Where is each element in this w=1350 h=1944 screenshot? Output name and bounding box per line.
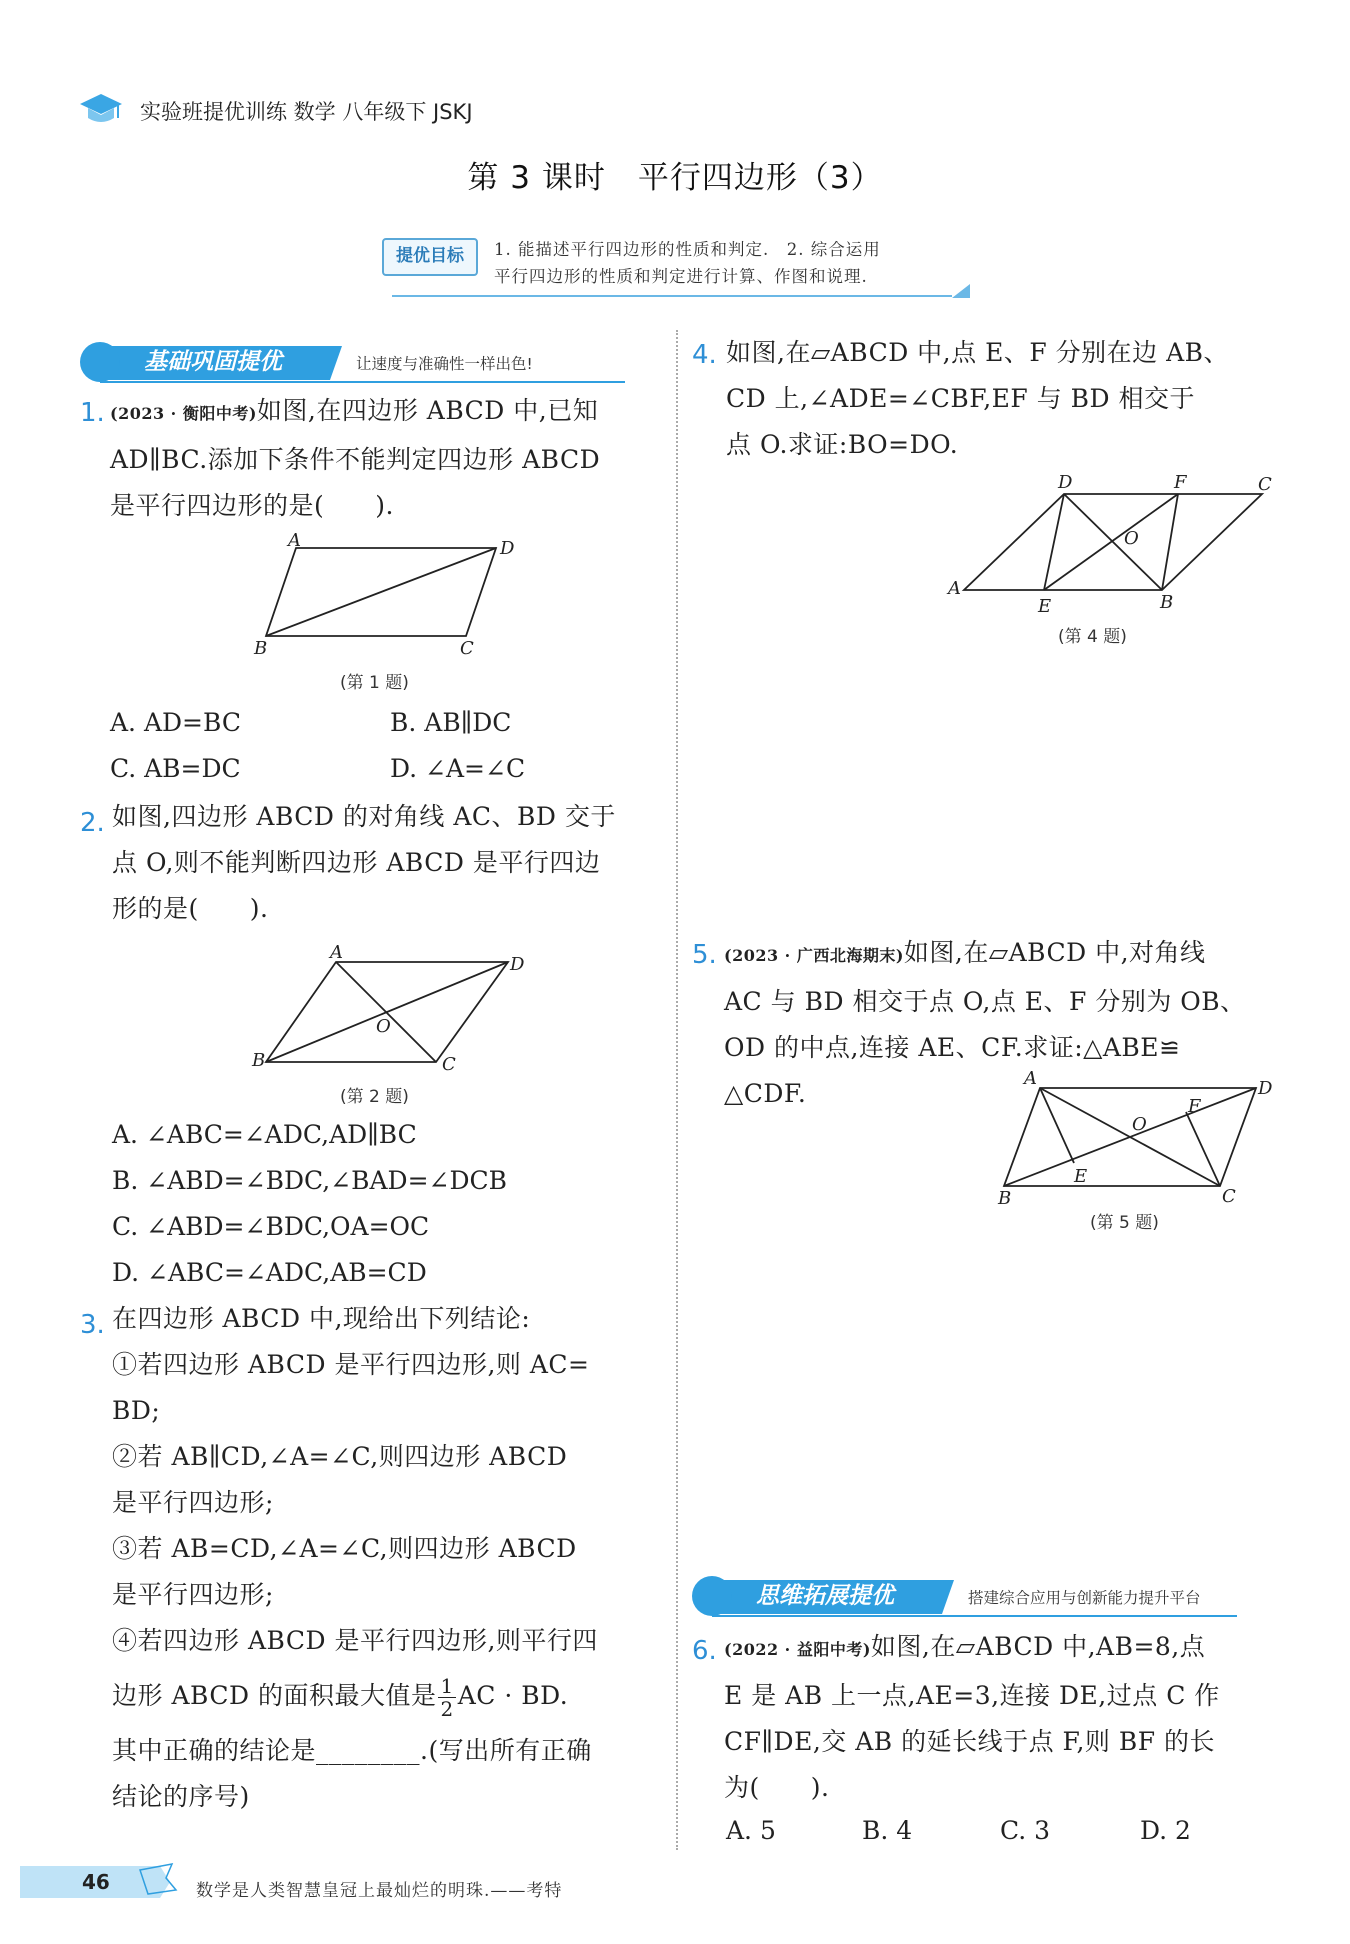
q6-number: 6. — [692, 1636, 717, 1666]
q5-number: 5. — [692, 940, 717, 970]
q1-line-1: 如图,在四边形 ABCD 中,已知 — [256, 396, 599, 425]
q1-option-d[interactable]: D. ∠A=∠C — [390, 754, 526, 783]
q6-line-4: 为( ). — [724, 1773, 830, 1802]
q4-text — [726, 330, 1286, 468]
q3-line-1: 在四边形 ABCD 中,现给出下列结论: — [112, 1304, 531, 1333]
q2-line-1: 如图,四边形 ABCD 的对角线 AC、BD 交于 — [112, 802, 616, 831]
q6-option-d[interactable]: D. 2 — [1140, 1816, 1191, 1845]
q3-statement-4c: AC · BD. — [457, 1681, 569, 1710]
q1-option-a[interactable]: A. AD=BC — [110, 708, 241, 737]
q2-caption: (第 2 题) — [340, 1087, 409, 1107]
section-title-basic: 基础巩固提优 — [144, 349, 282, 375]
q5-line-4: △CDF. — [724, 1079, 807, 1108]
q3-text — [112, 1296, 672, 1820]
q3-fraction-num: 1 — [440, 1674, 454, 1698]
q3-statement-1a: ①若四边形 ABCD 是平行四边形,则 AC= — [112, 1350, 590, 1379]
q1-line-3: 是平行四边形的是( ). — [110, 491, 394, 520]
q3-statement-4a: ④若四边形 ABCD 是平行四边形,则平行四 — [112, 1626, 598, 1655]
book-title: 实验班提优训练 数学 八年级下 JSKJ — [140, 100, 473, 124]
q2-label-d: D — [510, 954, 525, 975]
page-number: 46 — [82, 1870, 110, 1894]
q3-statement-3a: ③若 AB=CD,∠A=∠C,则四边形 ABCD — [112, 1534, 577, 1563]
goal-underline — [392, 282, 974, 302]
q3-statement-2b: 是平行四边形; — [112, 1488, 274, 1517]
q5-line-1: 如图,在▱ABCD 中,对角线 — [903, 938, 1206, 967]
goal-line-2: 平行四边形的性质和判定进行计算、作图和说理. — [494, 267, 868, 286]
q2-label-a: A — [330, 942, 343, 963]
q1-label-b: B — [254, 638, 268, 659]
q2-line-3: 形的是( ). — [112, 894, 269, 923]
q2-number: 2. — [80, 808, 105, 838]
section-title-advanced: 思维拓展提优 — [756, 1583, 894, 1609]
q6-line-1: 如图,在▱ABCD 中,AB=8,点 — [870, 1632, 1206, 1661]
column-divider — [676, 330, 678, 1850]
q4-label-e: E — [1038, 596, 1052, 617]
goal-line-1: 1. 能描述平行四边形的性质和判定. 2. 综合运用 — [494, 240, 881, 259]
q6-text — [724, 1624, 1284, 1811]
q4-label-o: O — [1124, 528, 1139, 549]
q2-option-a[interactable]: A. ∠ABC=∠ADC,AD∥BC — [112, 1120, 417, 1149]
q2-option-c[interactable]: C. ∠ABD=∠BDC,OA=OC — [112, 1212, 430, 1241]
q1-number: 1. — [80, 398, 105, 428]
lesson-title: 第 3 课时 平行四边形（3） — [467, 160, 883, 196]
q1-label-c: C — [460, 638, 474, 659]
q3-fraction — [438, 1675, 455, 1720]
q2-option-b[interactable]: B. ∠ABD=∠BDC,∠BAD=∠DCB — [112, 1166, 508, 1195]
q4-number: 4. — [692, 340, 717, 370]
q5-label-b: B — [998, 1188, 1012, 1208]
q4-label-a: A — [948, 578, 961, 599]
q6-line-3: CF∥DE,交 AB 的延长线于点 F,则 BF 的长 — [724, 1727, 1216, 1756]
q3-answer-prompt[interactable]: 其中正确的结论是________.(写出所有正确 — [112, 1736, 592, 1765]
q3-number: 3. — [80, 1310, 105, 1340]
q2-text — [112, 794, 672, 932]
q4-caption: (第 4 题) — [1058, 627, 1127, 647]
q1-caption: (第 1 题) — [340, 673, 409, 693]
q4-line-3: 点 O.求证:BO=DO. — [726, 430, 959, 459]
graduation-cap-icon — [78, 90, 124, 130]
q5-label-o: O — [1132, 1114, 1147, 1135]
q6-line-2: E 是 AB 上一点,AE=3,连接 DE,过点 C 作 — [724, 1681, 1220, 1710]
q3-statement-2a: ②若 AB∥CD,∠A=∠C,则四边形 ABCD — [112, 1442, 568, 1471]
q2-label-o: O — [376, 1016, 391, 1037]
section-subtitle-basic: 让速度与准确性一样出色! — [356, 355, 533, 373]
q1-figure — [246, 532, 526, 662]
q4-line-2: CD 上,∠ADE=∠CBF,EF 与 BD 相交于 — [726, 384, 1196, 413]
q1-text — [110, 388, 670, 529]
q2-label-c: C — [442, 1054, 456, 1075]
q5-line-3: OD 的中点,连接 AE、CF.求证:△ABE≌ — [724, 1033, 1181, 1062]
q5-caption: (第 5 题) — [1090, 1213, 1159, 1233]
q1-option-b[interactable]: B. AB∥DC — [390, 708, 512, 737]
q1-option-c[interactable]: C. AB=DC — [110, 754, 241, 783]
q6-source: (2022 · 益阳中考) — [724, 1640, 871, 1659]
q6-option-c[interactable]: C. 3 — [1000, 1816, 1051, 1845]
q3-fraction-den: 2 — [440, 1697, 454, 1721]
q4-label-c: C — [1258, 474, 1272, 495]
q3-statement-1b: BD; — [112, 1396, 161, 1425]
footer-quote: 数学是人类智慧皇冠上最灿烂的明珠.——考特 — [196, 1881, 563, 1901]
q4-figure — [940, 470, 1280, 620]
atom-icon — [692, 1576, 732, 1616]
section-subtitle-advanced: 搭建综合应用与创新能力提升平台 — [968, 1589, 1201, 1607]
q2-label-b: B — [252, 1050, 266, 1071]
q1-source: (2023 · 衡阳中考) — [110, 404, 257, 423]
q2-line-2: 点 O,则不能判断四边形 ABCD 是平行四边 — [112, 848, 601, 877]
q1-line-2: AD∥BC.添加下条件不能判定四边形 ABCD — [110, 445, 601, 474]
q6-option-b[interactable]: B. 4 — [862, 1816, 913, 1845]
q1-label-d: D — [500, 538, 515, 559]
q4-label-d: D — [1058, 472, 1073, 493]
q5-line-2: AC 与 BD 相交于点 O,点 E、F 分别为 OB、 — [724, 987, 1246, 1016]
q3-statement-4b: 边形 ABCD 的面积最大值是 — [112, 1681, 437, 1710]
q5-label-a: A — [1024, 1068, 1037, 1089]
target-icon — [80, 342, 120, 382]
q2-figure — [246, 940, 536, 1080]
q5-label-c: C — [1222, 1186, 1236, 1207]
q5-figure — [990, 1068, 1280, 1208]
q4-label-b: B — [1160, 592, 1174, 613]
goal-badge: 提优目标 — [382, 238, 478, 276]
q4-line-1: 如图,在▱ABCD 中,点 E、F 分别在边 AB、 — [726, 338, 1229, 367]
q5-label-e: E — [1074, 1166, 1088, 1187]
q5-label-f: F — [1188, 1096, 1201, 1117]
q2-option-d[interactable]: D. ∠ABC=∠ADC,AB=CD — [112, 1258, 427, 1287]
q3-statement-3b: 是平行四边形; — [112, 1580, 274, 1609]
q5-source: (2023 · 广西北海期末) — [724, 946, 904, 965]
q3-answer-note: 结论的序号) — [112, 1782, 250, 1811]
q4-label-f: F — [1174, 472, 1187, 493]
q1-label-a: A — [288, 532, 301, 551]
q6-option-a[interactable]: A. 5 — [726, 1816, 776, 1845]
q5-label-d: D — [1258, 1078, 1273, 1099]
